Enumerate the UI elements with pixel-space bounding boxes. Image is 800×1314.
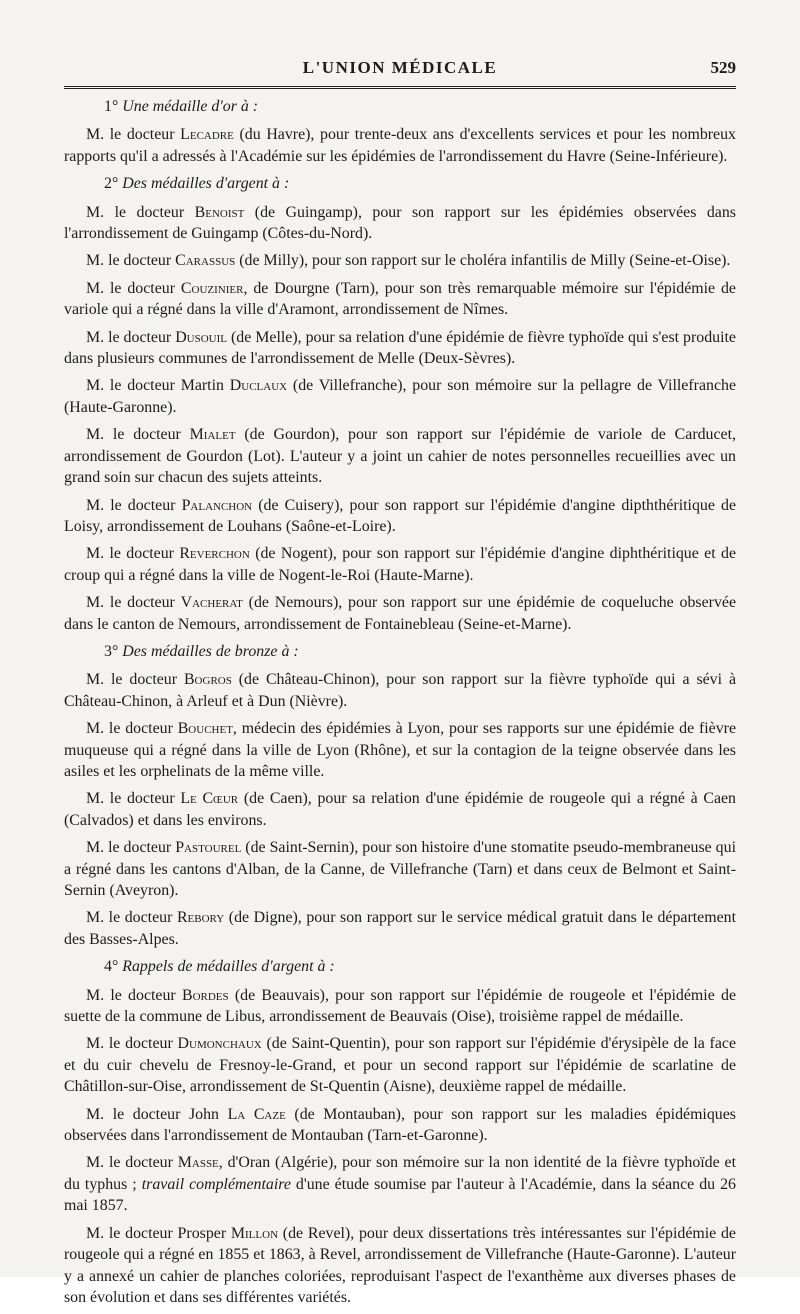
text-run: (de Gourdon), pour son rapport sur l'épidémie de variole de Carducet, arrondissement de Gourdon (Lot). L'auteur y a joint un cahier de notes personnelles recueillies avec un grand soin sur chacun des sujets atteints. <box>64 426 736 487</box>
text-run: M. le docteur <box>86 1154 178 1172</box>
text-run: (de Saint-Quentin), pour son rapport sur l'épidémie d'érysipèle de la face et du cuir chevelu de Fresnoy-le-Grand, et pour un second rapport sur l'épidémie de scarlatine de Châtillon-sur-Oise, arrondissement de St-Quentin (Aisne), deuxième rappel de médaille. <box>64 1035 737 1096</box>
text-run: M. le docteur <box>86 594 181 612</box>
section-title: Une médaille d'or à : <box>122 98 259 115</box>
text-run: M. le docteur <box>86 839 176 857</box>
text-run: M. le docteur <box>86 1035 178 1053</box>
section-number: 4° <box>104 958 123 976</box>
section-title: Rappels de médailles d'argent à : <box>122 958 335 976</box>
award-paragraph <box>64 375 736 418</box>
text-run: M. le docteur <box>86 986 182 1004</box>
award-paragraph <box>64 495 736 538</box>
recipient-name: Dumonchaux <box>177 1035 262 1053</box>
recipient-name: Couzinier, <box>180 279 248 297</box>
section-title: Des médailles de bronze à : <box>122 642 299 660</box>
award-paragraph <box>64 424 736 488</box>
award-paragraph <box>64 1033 736 1097</box>
text-run: M. le docteur <box>86 279 181 297</box>
recipient-name: Palanchon <box>181 496 253 514</box>
recipient-name: Reverchon <box>179 545 250 563</box>
text-run: (de Villefranche), pour son mémoire sur la pellagre de Villefranche (Haute-Garonne). <box>64 377 736 416</box>
text-run: (de Digne), pour son rapport sur le service médical gratuit dans le département des Basses-Alpes. <box>64 909 736 948</box>
recipient-name: Lecadre <box>180 126 234 144</box>
section-heading <box>104 641 736 662</box>
running-title: L'UNION MÉDICALE <box>302 58 498 77</box>
recipient-name: Carassus <box>175 252 236 270</box>
italic-phrase: travail complémentaire <box>141 1175 291 1193</box>
text-run: M. le docteur Martin <box>86 377 230 395</box>
award-paragraph <box>64 1152 736 1216</box>
text-run: (de Montauban), pour son rapport sur les maladies épidémiques observées dans l'arrondissement de Montauban (Tarn-et-Garonne). <box>64 1105 736 1145</box>
recipient-name: Benoist <box>194 203 245 221</box>
text-run: M. le docteur Prosper <box>86 1224 231 1242</box>
text-run: d'une étude soumise par l'auteur à l'Académie, dans la séance du 26 mai 1857. <box>64 1175 736 1215</box>
header-rule <box>64 86 736 89</box>
recipient-name: Bordes <box>181 986 229 1004</box>
section-heading <box>104 956 736 977</box>
section-title: Des médailles d'argent à : <box>122 175 290 193</box>
award-paragraph <box>64 1223 736 1309</box>
recipient-name: Dusouil <box>175 328 227 346</box>
page-number: 529 <box>710 58 736 77</box>
page-header <box>64 54 736 82</box>
recipient-name: Duclaux <box>229 377 288 395</box>
text-run: (de Guingamp), pour son rapport sur les épidémies observées dans l'arrondissement de Guingamp (Côtes-du-Nord). <box>64 203 736 243</box>
text-run: (de Saint-Sernin), pour son histoire d'une stomatite pseudo-membraneuse qui a régné dans les cantons d'Alban, de la Canne, de Villefranche (Tarn) et dans ceux de Belmont et Saint-Sernin (Aveyron). <box>64 839 736 899</box>
text-run: (du Havre), pour trente-deux ans d'excellents services et pour les nombreux rapports qu'il a adressés à l'Académie sur les épidémies de l'arrondissement du Havre (Seine-Inférieure). <box>64 126 737 165</box>
award-paragraph <box>64 907 736 950</box>
text-run: (de Château-Chinon), pour son rapport sur la fièvre typhoïde qui a sévi à Château-Chinon, à Arleuf et à Dun (Nièvre). <box>64 671 737 710</box>
text-run: M. le docteur <box>86 790 181 808</box>
recipient-name: Mialet <box>189 426 236 444</box>
text-run: M. le docteur <box>86 671 184 689</box>
recipient-name: Masse, <box>177 1154 223 1172</box>
section-number: 3° <box>104 642 123 660</box>
section-heading <box>104 173 736 194</box>
text-run: médecin des épidémies à Lyon, pour ses rapports sur une épidémie de fièvre muqueuse qui a régné dans la ville de Lyon (Rhône), et sur la contagion de la teigne observée dans les asiles et les orphelinats de la même ville. <box>64 720 736 780</box>
recipient-name: Rebory <box>176 909 225 927</box>
text-run: M. le docteur <box>86 252 176 270</box>
award-paragraph <box>64 278 736 321</box>
text-run: (de Cuisery), pour son rapport sur l'épidémie d'angine dipththéritique de Loisy, arrondissement de Louhans (Saône-et-Loire). <box>64 496 736 535</box>
text-run: M. le docteur <box>86 496 182 514</box>
text-run: M. le docteur <box>86 126 181 144</box>
award-paragraph <box>64 543 736 586</box>
section-number: 1° <box>104 98 123 115</box>
text-run: M. le docteur <box>86 909 177 927</box>
award-paragraph <box>64 592 736 635</box>
recipient-name: Millon <box>230 1224 279 1242</box>
recipient-name: Pastourel <box>175 839 242 857</box>
text-run: M. le docteur John <box>86 1105 228 1123</box>
text-run: M. le docteur <box>86 720 178 738</box>
text-run: de Dourgne (Tarn), pour son très remarquable mémoire sur l'épidémie de variole qui a régné dans la ville d'Aramont, arrondissement de Nîmes. <box>64 279 736 319</box>
recipient-name: Bouchet, <box>177 720 237 738</box>
text-run: (de Revel), pour deux dissertations très intéressantes sur l'épidémie de rougeole qui a régné en 1855 et 1863, à Revel, arrondissement de Villefranche (Haute-Garonne). L'auteur y a annexé un cahier de planches coloriées, reproduisant l'aspect de l'exanthème aux diverses phases de son évolution et dans ses différentes variétés. <box>64 1224 736 1306</box>
award-paragraph <box>64 327 736 370</box>
award-paragraph <box>64 250 736 271</box>
award-paragraph <box>64 718 736 782</box>
text-run: (de Melle), pour sa relation d'une épidémie de fièvre typhoïde qui s'est produite dans plusieurs communes de l'arrondissement de Melle (Deux-Sèvres). <box>64 328 736 368</box>
award-paragraph <box>64 202 736 245</box>
award-paragraph <box>64 788 736 831</box>
section-heading <box>104 96 736 117</box>
page-body <box>64 96 736 1314</box>
recipient-name: Le Cœur <box>180 790 239 808</box>
recipient-name: La Caze <box>227 1105 286 1123</box>
text-run: M. le docteur <box>86 426 190 444</box>
recipient-name: Vacherat <box>180 594 243 612</box>
text-run: (de Caen), pour sa relation d'une épidémie de rougeole qui a régné à Caen (Calvados) et dans les environs. <box>64 790 736 829</box>
award-paragraph <box>64 837 736 901</box>
section-number: 2° <box>104 175 123 193</box>
recipient-name: Bogros <box>183 671 232 689</box>
text-run: M. le docteur <box>86 545 180 563</box>
award-paragraph <box>64 1104 736 1147</box>
award-paragraph <box>64 669 736 712</box>
text-run: (de Nemours), pour son rapport sur une épidémie de coqueluche observée dans le canton de Nemours, arrondissement de Fontainebleau (Seine-et-Marne). <box>64 594 737 633</box>
text-run: (de Beauvais), pour son rapport sur l'épidémie de rougeole et l'épidémie de suette de la commune de Libus, arrondissement de Beauvais (Oise), troisième rappel de médaille. <box>64 986 736 1026</box>
award-paragraph <box>64 985 736 1028</box>
text-run: M. le docteur <box>86 203 195 221</box>
award-paragraph <box>64 124 736 167</box>
text-run: d'Oran (Algérie), pour son mémoire sur la non identité de la fièvre typhoïde et du typhus ; <box>64 1154 736 1193</box>
text-run: (de Nogent), pour son rapport sur l'épidémie d'angine diphthéritique et de croup qui a régné dans la ville de Nogent-le-Roi (Haute-Marne). <box>64 545 736 584</box>
text-run: M. le docteur <box>86 328 176 346</box>
text-run: (de Milly), pour son rapport sur le choléra infantilis de Milly (Seine-et-Oise). <box>235 252 731 270</box>
